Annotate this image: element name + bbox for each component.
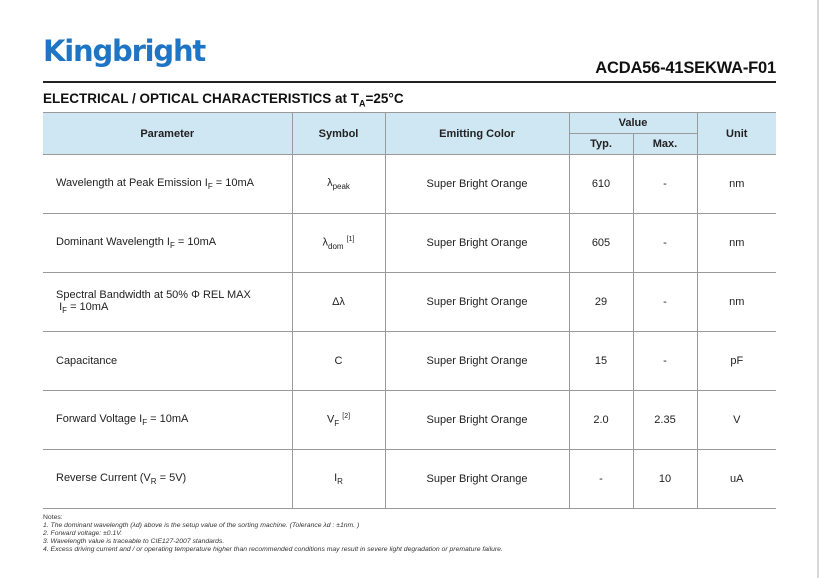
cell-typ: 29: [569, 273, 633, 332]
cell-emitting-color: Super Bright Orange: [385, 273, 569, 332]
note-item: 4. Excess driving current and / or operating temperature higher than recommended conditions may result in severe light degradation or premature failure.: [43, 546, 503, 553]
table-row: [43, 332, 776, 391]
cell-parameter: [43, 332, 292, 391]
cell-text: F: [62, 306, 68, 316]
cell-symbol: [292, 273, 385, 332]
notes-header: Notes:: [43, 514, 63, 521]
cell-typ: 2.0: [569, 391, 633, 450]
cell-text: R: [150, 477, 157, 487]
note-item: 2. Forward voltage: ±0.1V.: [43, 530, 123, 537]
cell-text: Spectral Bandwidth at 50% Φ REL MAX: [56, 288, 251, 301]
header-symbol: Symbol: [292, 113, 385, 155]
note-item: 3. Wavelength value is traceable to CIE127-2007 standards.: [43, 538, 225, 545]
header-unit: Unit: [697, 113, 776, 155]
cell-symbol: [292, 391, 385, 450]
cell-text: peak: [332, 182, 350, 192]
cell-text: R: [337, 477, 343, 487]
cell-unit: nm: [697, 273, 776, 332]
cell-text: F: [207, 182, 213, 192]
cell-unit: nm: [697, 214, 776, 273]
cell-text: dom: [328, 241, 344, 251]
cell-unit: nm: [697, 155, 776, 214]
cell-text: = 10mA: [147, 412, 189, 425]
cell-parameter: [43, 214, 292, 273]
cell-text: F: [169, 241, 175, 251]
cell-typ: 610: [569, 155, 633, 214]
cell-text: V: [326, 413, 335, 426]
cell-emitting-color: Super Bright Orange: [385, 155, 569, 214]
cell-text: F: [334, 418, 340, 428]
cell-text: C: [334, 355, 343, 367]
cell-max: 2.35: [633, 391, 697, 450]
cell-unit: pF: [697, 332, 776, 391]
cell-text: = 10mA: [67, 300, 109, 313]
cell-symbol: [292, 450, 385, 509]
cell-text: = 10mA: [212, 176, 255, 189]
cell-symbol: [292, 155, 385, 214]
header-divider: [43, 81, 776, 83]
cell-max: -: [633, 273, 697, 332]
cell-max: -: [633, 155, 697, 214]
cell-typ: 605: [569, 214, 633, 273]
cell-parameter: [43, 450, 292, 509]
table-row: [43, 450, 776, 509]
notes: [43, 514, 503, 554]
header-emitting-color: Emitting Color: [385, 113, 569, 155]
table-row: [43, 273, 776, 332]
cell-emitting-color: Super Bright Orange: [385, 450, 569, 509]
cell-emitting-color: Super Bright Orange: [385, 391, 569, 450]
cell-text: Reverse Current (V: [56, 471, 151, 484]
cell-max: 10: [633, 450, 697, 509]
cell-text: Capacitance: [56, 355, 118, 367]
cell-parameter: [43, 391, 292, 450]
cell-emitting-color: Super Bright Orange: [385, 214, 569, 273]
section-title: ELECTRICAL / OPTICAL CHARACTERISTICS at $T_A=25^\circ C$: [43, 91, 404, 109]
part-number: ACDA56-41SEKWA-F01: [595, 59, 776, 77]
characteristics-table: [43, 112, 776, 509]
table-row: [43, 391, 776, 450]
cell-text: F: [142, 418, 148, 428]
cell-unit: uA: [697, 450, 776, 509]
cell-text: [1]: [346, 235, 355, 243]
header-value: Value: [569, 113, 697, 134]
cell-symbol: [292, 214, 385, 273]
cell-text: λ: [322, 236, 329, 249]
header-parameter: Parameter: [43, 113, 292, 155]
cell-text: [2]: [342, 412, 351, 420]
cell-text: = 10mA: [174, 235, 217, 248]
cell-max: -: [633, 332, 697, 391]
header-max: Max.: [633, 134, 697, 155]
cell-max: -: [633, 214, 697, 273]
kingbright-logo: Kingbright: [43, 34, 206, 68]
cell-parameter: [43, 155, 292, 214]
table-row: [43, 214, 776, 273]
cell-text: Dominant Wavelength I: [56, 235, 170, 248]
cell-typ: 15: [569, 332, 633, 391]
cell-text: λ: [327, 176, 333, 189]
table-row: [43, 155, 776, 214]
cell-text: = 5V): [156, 471, 187, 484]
cell-text: Wavelength at Peak Emission I: [56, 176, 208, 189]
cell-text: Forward Voltage I: [56, 412, 143, 425]
cell-text: I: [334, 471, 338, 484]
cell-symbol: [292, 332, 385, 391]
cell-unit: V: [697, 391, 776, 450]
cell-text: I: [59, 300, 63, 313]
note-item: 1. The dominant wavelength (λd) above is the setup value of the sorting machine. (Tolerance λd : ±1nm. ): [43, 522, 360, 529]
header-typ: Typ.: [569, 134, 633, 155]
cell-text: Δλ: [332, 296, 345, 308]
cell-parameter: [43, 273, 292, 332]
cell-emitting-color: Super Bright Orange: [385, 332, 569, 391]
cell-typ: -: [569, 450, 633, 509]
